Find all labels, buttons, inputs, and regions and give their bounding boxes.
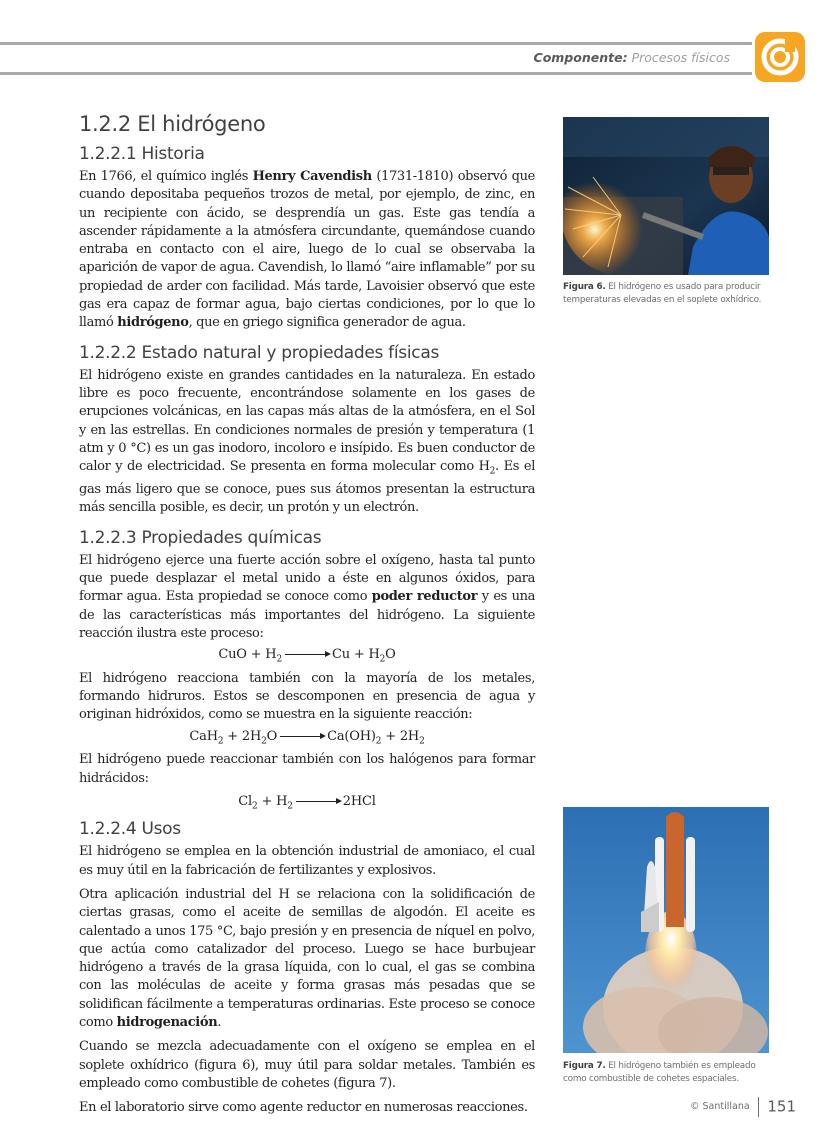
reaction-arrow [280, 736, 324, 737]
usos-paragraph-2: Otra aplicación industrial del H se relaciona con la solidificación de ciertas grasas, como el aceite de semillas de algodón. El aceite es calentado a unos 175 °C, bajo presión y en presencia de níquel en polvo, que actúa como catalizador del proceso. Luego se hace burbujear hidrógeno a través de la grasa líquida, con lo cual, el gas se combina con las moléculas de aceite y forma grasas más pesadas que se solidifican fácilmente a temperaturas ordinarias. Este proceso se conoce como hidrogenación. [79, 886, 535, 1031]
copyright: © Santillana [689, 1101, 750, 1112]
heading-estado-natural: 1.2.2.2 Estado natural y propiedades físicas [79, 342, 439, 363]
figure-6-caption: Figura 6. El hidrógeno es usado para producir temperaturas elevadas en el soplete oxhídrico. [563, 282, 762, 305]
quimicas-paragraph-1: El hidrógeno ejerce una fuerte acción sobre el oxígeno, hasta tal punto que puede desplazar el metal unido a éste en algunos óxidos, para formar agua. Esta propiedad se conoce como poder reductor y es una de las características más importantes del hidrógeno. La siguiente reacción ilustra este proceso: [79, 552, 536, 641]
heading-propiedades-quimicas: 1.2.2.3 Propiedades químicas [79, 527, 322, 548]
reaction-arrow [296, 801, 340, 802]
term-poder-reductor: poder reductor [371, 589, 478, 605]
main-content [79, 112, 535, 1118]
equation-2: $CaH_2 + 2H_2O$ $Ca(OH)_2 + 2H_2$ [189, 728, 425, 747]
section-title: 1.2.2 El hidrógeno [79, 112, 266, 136]
figure-6-photo [563, 117, 769, 275]
usos-paragraph-4: En el laboratorio sirve como agente reductor en numerosas reacciones. [79, 1100, 528, 1116]
usos-paragraph-3: Cuando se mezcla adecuadamente con el oxígeno se emplea en el soplete oxhídrico (figura 6), muy útil para soldar metales. También es empleado como combustible de cohetes (figura 7). [79, 1039, 535, 1091]
section-logo-icon [755, 32, 805, 82]
figure-7-photo [563, 807, 769, 1053]
cavendish-name: Henry Cavendish [252, 169, 372, 184]
reaction-arrow [285, 654, 329, 655]
heading-usos: 1.2.2.4 Usos [79, 819, 181, 840]
equation-3: $Cl_2 + H_2$ 2HCl [238, 793, 376, 812]
quimicas-paragraph-3: El hidrógeno puede reaccionar también con los halógenos para formar hidrácidos: [79, 752, 535, 786]
component-label: Componente: [533, 50, 628, 65]
component-value: Procesos físicos [631, 50, 730, 65]
equation-1: CuO + $H_2$ $Cu + H_2O$ [218, 647, 396, 665]
footer-divider [758, 1097, 760, 1117]
term-hidrogeno: hidrógeno [117, 315, 189, 331]
quimicas-paragraph-2: El hidrógeno reacciona también con la mayoría de los metales, formando hidruros. Estos se descomponen en presencia de agua y originan hidróxidos, como se muestra en la siguiente reacción: [79, 670, 535, 723]
estado-paragraph: El hidrógeno existe en grandes cantidades en la naturaleza. En estado libre es poco frecuente, encontrándose solamente en los gases de erupciones volcánicas, en las capas más altas de la atmósfera, en el Sol y en las estrellas. En condiciones normales de presión y temperatura (1 atm y 0 °C) es un gas inodoro, incoloro e insípido. Es buen conductor de calor y de electricidad. Se presenta en forma molecular como $H_2$. Es el gas más ligero que se conoce, pues sus átomos presentan la estructura más sencilla posible, es decir, un protón y un electrón. [79, 367, 535, 516]
header-rule-top [0, 42, 752, 45]
header-rule-bottom [0, 72, 752, 75]
page-number: 151 [767, 1097, 796, 1116]
heading-historia: 1.2.2.1 Historia [79, 144, 205, 164]
historia-paragraph: En 1766, el químico inglés Henry Cavendish (1731-1810) observó que cuando depositaba pequeños trozos de metal, por ejemplo, de zinc, en un recipiente con ácido, se desprendía un gas. Este gas tendía a ascender rápidamente a la atmósfera circundante, quemándose cuando entraba en contacto con el aire, luego de lo cual se observaba la aparición de vapor de agua. Cavendish, lo llamó “aire inflamable” por su propiedad de arder con facilidad. Más tarde, Lavoisier observó que este gas era capaz de formar agua, bajo ciertas condiciones, por lo que lo llamó hidrógeno, que en griego significa generador de agua. [79, 169, 535, 331]
figure-7-caption: Figura 7. El hidrógeno también es empleado como combustible de cohetes espaciales. [563, 1061, 756, 1084]
page-footer [690, 1096, 796, 1117]
usos-paragraph-1: El hidrógeno se emplea en la obtención industrial de amoniaco, el cual es muy útil en la fabricación de fertilizantes y explosivos. [79, 844, 535, 878]
header-component [534, 50, 730, 65]
term-hidrogenacion: hidrogenación [116, 1015, 218, 1031]
